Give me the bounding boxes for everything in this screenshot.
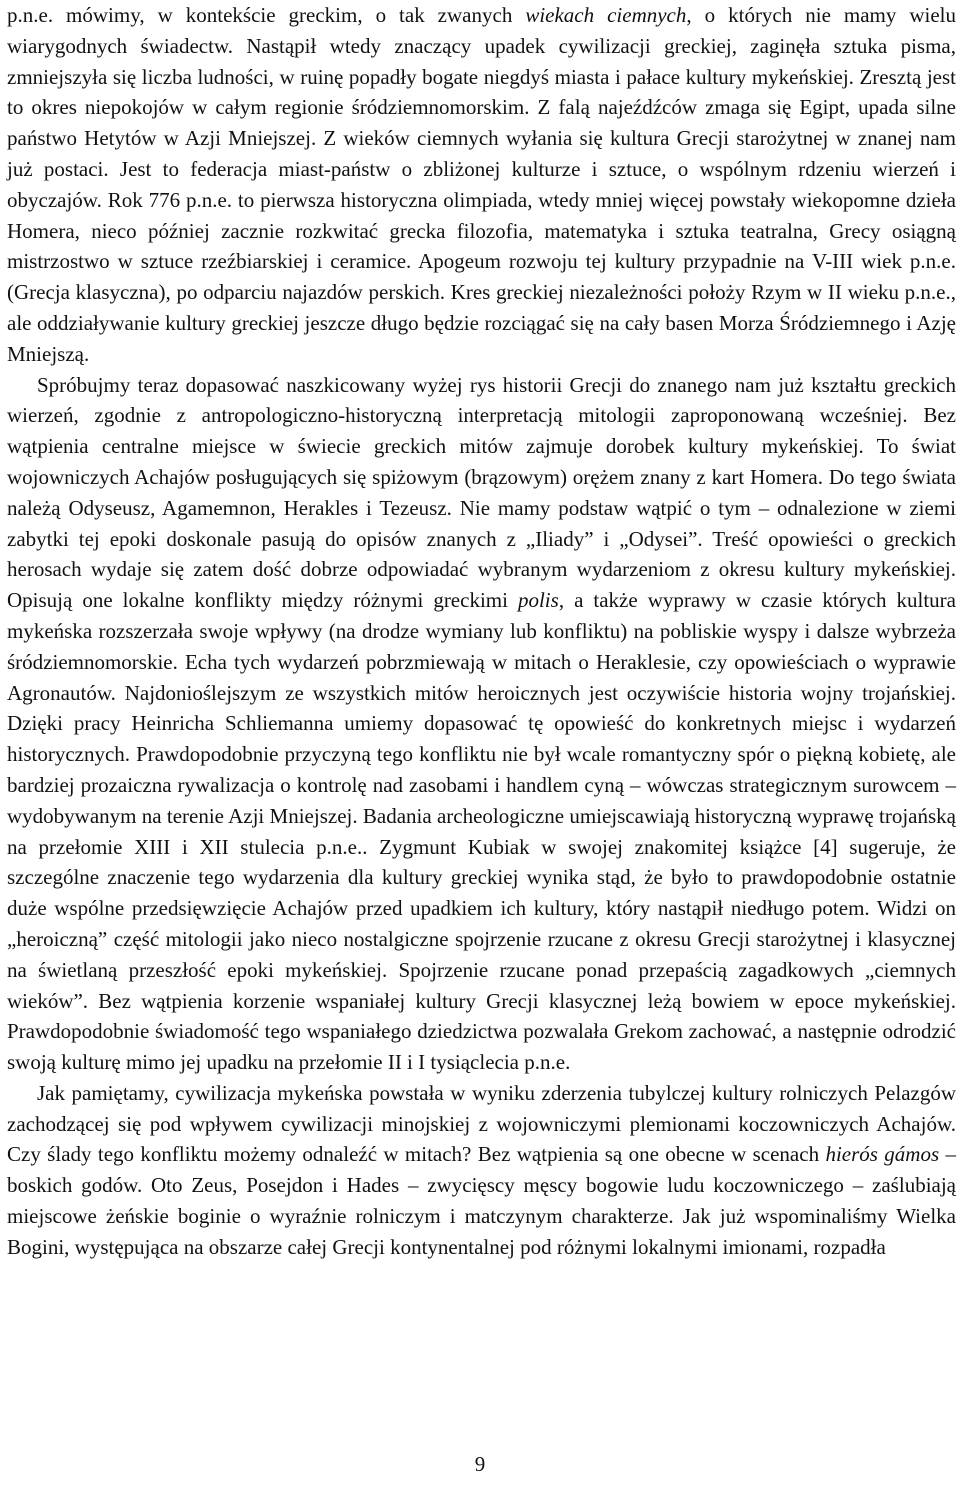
paragraph-3: [7, 1078, 956, 1263]
paragraph-1: [7, 0, 956, 370]
text-run: – boskich godów. Oto Zeus, Posejdon i Hades – zwycięscy męscy bogowie ludu koczowniczego – zaślubiają miejscowe żeńskie boginie o wyraźnie rolniczym i matczynym charakterze. Jak już wspominaliśmy Wielka Bogini, występująca na obszarze całej Grecji kontynentalnej pod różnymi lokalnymi imionami, rozpadła: [7, 1142, 956, 1259]
page-number: 9: [474, 1452, 486, 1476]
paragraph-2: [7, 370, 956, 1078]
italic-text: wiekach ciemnych: [525, 3, 687, 27]
document-page: [7, 0, 956, 1263]
text-run: Spróbujmy teraz dopasować naszkicowany wyżej rys historii Grecji do znanego nam już kształtu greckich wierzeń, zgodnie z antropologiczno-historyczną interpretacją mitologii zaproponowaną wcześniej. Bez wątpienia centralne miejsce w świecie greckich mitów zajmuje dorobek kultury mykeńskiej. To świat wojowniczych Achajów posługujących się spiżowym (brązowym) orężem znany z kart Homera. Do tego świata należą Odyseusz, Agamemnon, Herakles i Tezeusz. Nie mamy podstaw wątpić o tym – odnalezione w ziemi zabytki tej epoki doskonale pasują do opisów znanych z „Iliady” i „Odysei”. Treść opowieści o greckich herosach wydaje się zatem dość dobrze odpowiadać wybranym wydarzeniom z okresu kultury mykeńskiej. Opisują one lokalne konflikty między różnymi greckimi: [7, 372, 956, 613]
text-run: Jak pamiętamy, cywilizacja mykeńska powstała w wyniku zderzenia tubylczej kultury rolniczych Pelazgów zachodzącej się pod wpływem cywilizacji minojskiej z wojowniczymi plemionami koczowniczych Achajów. Czy ślady tego konfliktu możemy odnaleźć w mitach? Bez wątpienia są one obecne w scenach: [7, 1080, 956, 1167]
italic-text: polis: [517, 588, 559, 613]
italic-text: hierós gámos: [825, 1142, 940, 1167]
text-run: , a także wyprawy w czasie których kultura mykeńska rozszerzała swoje wpływy (na drodze wymiany lub konfliktu) na pobliskie wyspy i dalsze wybrzeża śródziemnomorskie. Echa tych wydarzeń pobrzmiewają w mitach o Heraklesie, czy opowieściach o wyprawie Agronautów. Najdonioślejszym ze wszystkich mitów heroicznych jest oczywiście historia wojny trojańskiej. Dzięki pracy Heinricha Schliemanna umiemy dopasować tę opowieść do konkretnych miejsc i wydarzeń historycznych. Prawdopodobnie przyczyną tego konfliktu nie był wcale romantyczny spór o piękną kobietę, ale bardziej prozaiczna rywalizacja o kontrolę nad zasobami i handlem cyną – wówczas strategicznym surowcem – wydobywanym na terenie Azji Mniejszej. Badania archeologiczne umiejscawiają historyczną wyprawę trojańską na przełomie XIII i XII stulecia p.n.e.. Zygmunt Kubiak w swojej znakomitej książce [4] sugeruje, że szczególne znaczenie tego wydarzenia dla kultury greckiej wynika stąd, że było to prawdopodobnie ostatnie duże wspólne przedsięwzięcie Achajów przed upadkiem ich kultury, który nastąpił niedługo potem. Widzi on „heroiczną” część mitologii jako nieco nostalgiczne spojrzenie rzucane z okresu Grecji starożytnej i klasycznej na świetlaną przeszłość epoki mykeńskiej. Spojrzenie rzucane ponad przepaścią zagadkowych „ciemnych wieków”. Bez wątpienia korzenie wspaniałej kultury Grecji klasycznej leżą bowiem w epoce mykeńskiej. Prawdopodobnie świadomość tego wspaniałego dziedzictwa pozwalała Grekom zachować, a następnie odrodzić swoją kulturę mimo jej upadku na przełomie II i I tysiąclecia p.n.e.: [7, 588, 956, 1075]
text-run: , o których nie mamy wielu wiarygodnych świadectw. Nastąpił wtedy znaczący upadek cywilizacji greckiej, zaginęła sztuka pisma, zmniejszyła się liczba ludności, w ruinę popadły bogate niegdyś miasta i pałace kultury mykeńskiej. Zresztą jest to okres niepokojów w całym regionie śródziemnomorskim. Z falą najeźdźców zmaga się Egipt, upada silne państwo Hetytów w Azji Mniejszej. Z wieków ciemnych wyłania się kultura Grecji starożytnej w znanej nam już postaci. Jest to federacja miast-państw o zbliżonej kulturze i sztuce, o wspólnym rdzeniu wierzeń i obyczajów. Rok 776 p.n.e. to pierwsza historyczna olimpiada, wtedy mniej więcej powstały wiekopomne dzieła Homera, nieco później zacznie rozkwitać grecka filozofia, matematyka i sztuka teatralna, Grecy osiągną mistrzostwo w sztuce rzeźbiarskiej i ceramice. Apogeum rozwoju tej kultury przypadnie na V-III wiek p.n.e. (Grecja klasyczna), po odparciu najazdów perskich. Kres greckiej niezależności położy Rzym w II wieku p.n.e., ale oddziaływanie kultury greckiej jeszcze długo będzie rozciągać się na cały basen Morza Śródziemnego i Azję Mniejszą.: [7, 3, 957, 366]
text-run: p.n.e. mówimy, w kontekście greckim, o tak zwanych: [7, 3, 526, 27]
